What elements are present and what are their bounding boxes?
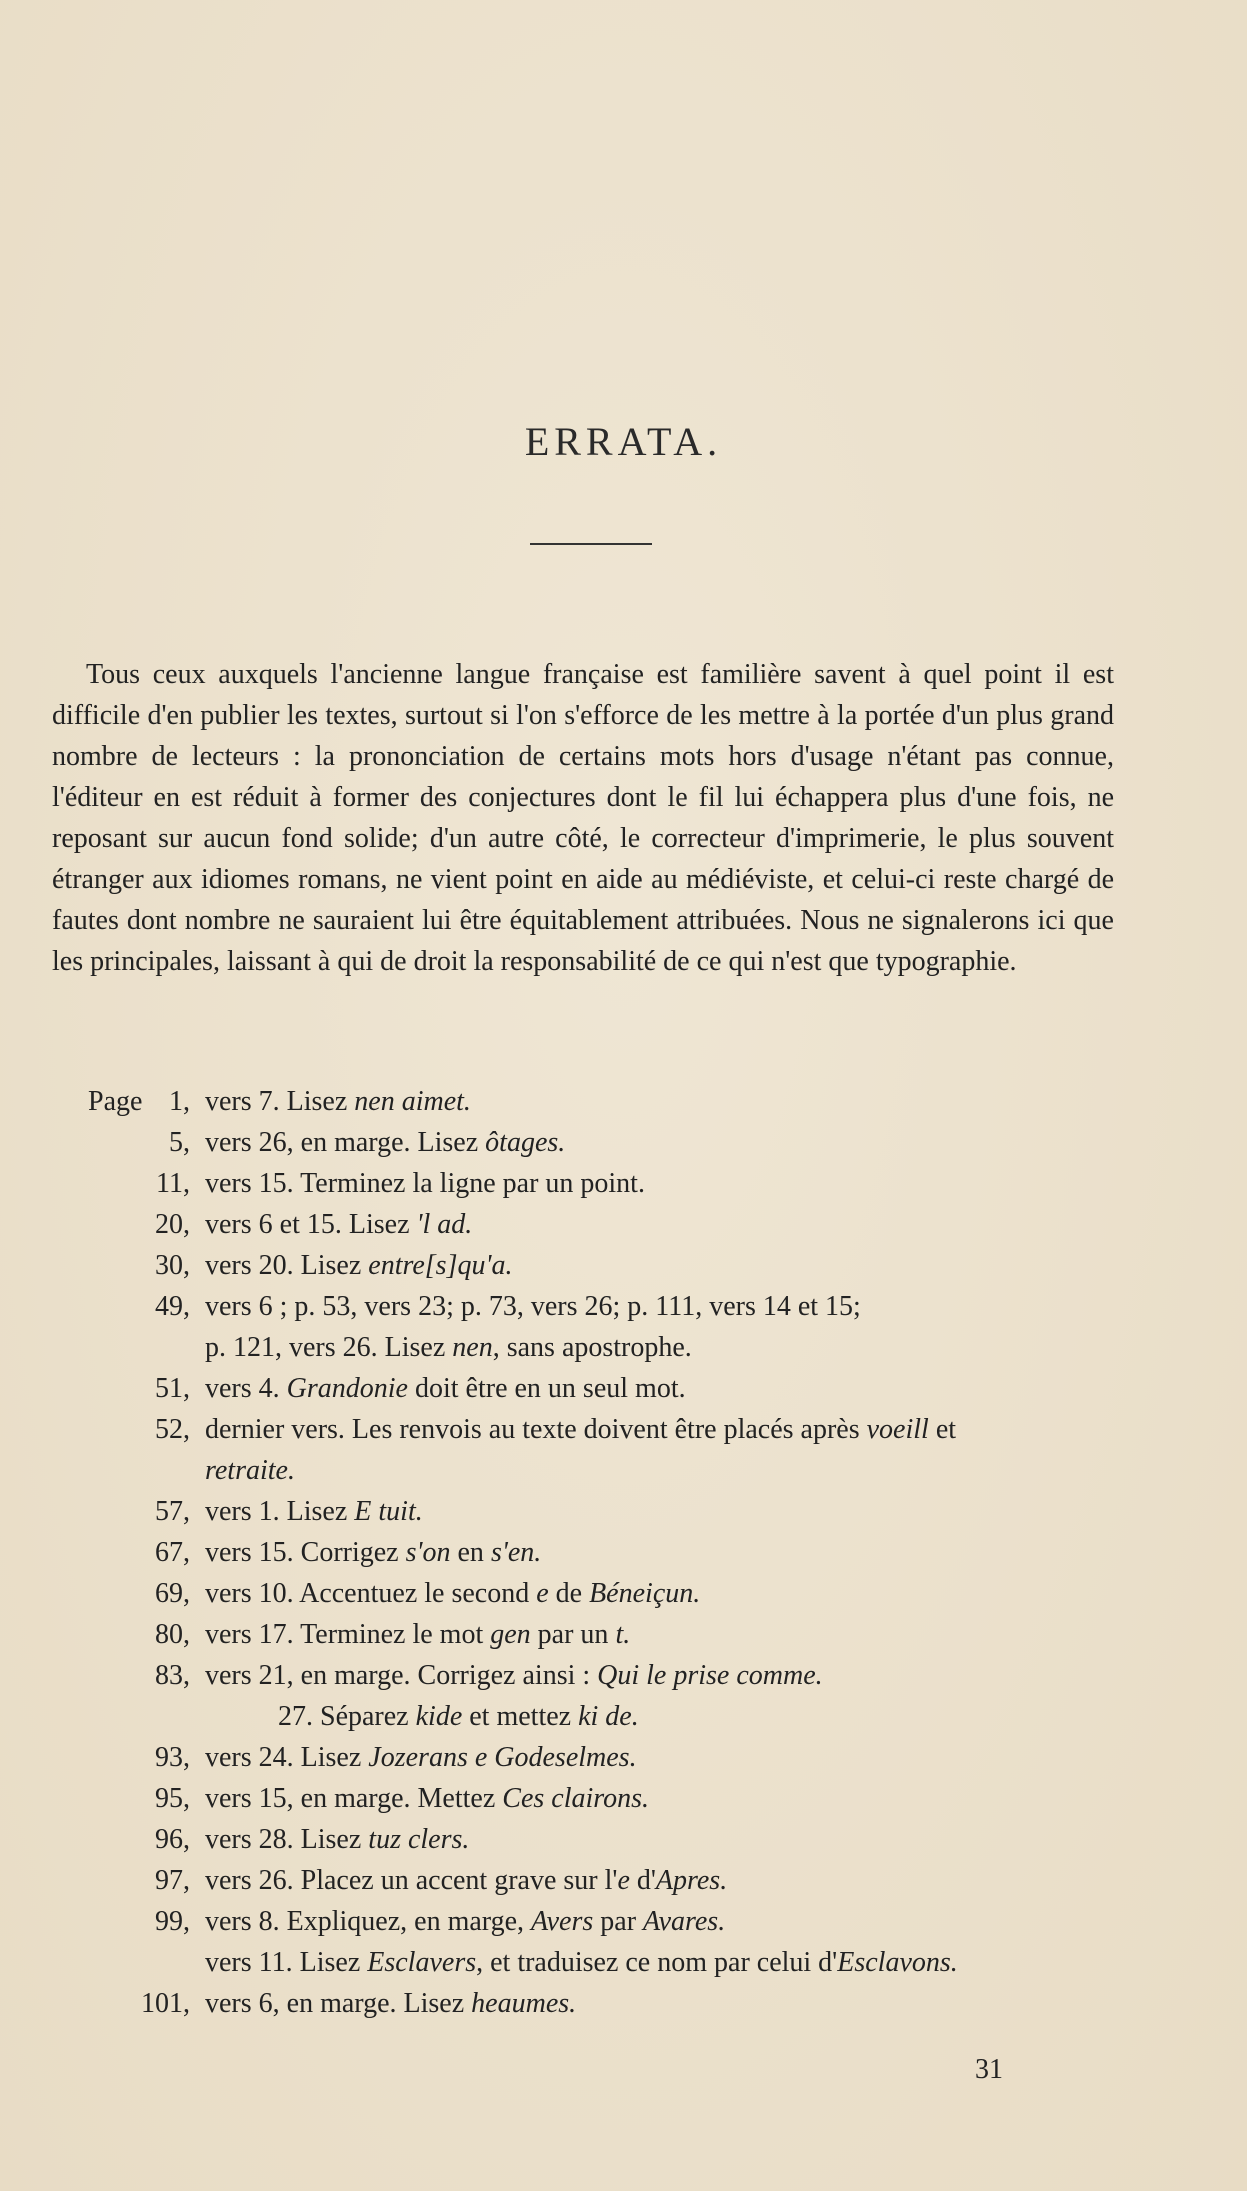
title-rule [530, 543, 652, 545]
errata-entry [0, 1532, 1247, 1573]
entry-text: vers 26, en marge. Lisez ôtages. [205, 1127, 566, 1158]
entry-page: 83, [155, 1660, 190, 1691]
errata-entry [0, 1163, 1247, 1204]
errata-entry [0, 1778, 1247, 1819]
errata-entry [0, 1819, 1247, 1860]
errata-entry [0, 1122, 1247, 1163]
entry-text: 27. Séparez kide et mettez ki de. [278, 1701, 639, 1732]
entry-page: 101, [141, 1988, 190, 2019]
entry-text: retraite. [205, 1455, 295, 1486]
entry-text: vers 4. Grandonie doit être en un seul mot. [205, 1373, 686, 1404]
entry-text: dernier vers. Les renvois au texte doivent être placés après voeill et [205, 1414, 957, 1445]
entry-page: 52, [155, 1414, 190, 1445]
entry-text: vers 24. Lisez Jozerans e Godeselmes. [205, 1742, 637, 1773]
entry-page: 49, [155, 1291, 190, 1322]
entry-text: vers 15, en marge. Mettez Ces clairons. [205, 1783, 650, 1814]
page-number: 31 [975, 2054, 1003, 2085]
entry-page: 57, [155, 1496, 190, 1527]
entry-text: vers 6 et 15. Lisez 'l ad. [205, 1209, 473, 1240]
entry-page: 20, [155, 1209, 190, 1240]
errata-entry [0, 1286, 1247, 1327]
entry-page: 96, [155, 1824, 190, 1855]
entry-page: 93, [155, 1742, 190, 1773]
entry-page: 80, [155, 1619, 190, 1650]
errata-entry [0, 1655, 1247, 1696]
entry-text: vers 15. Corrigez s'on en s'en. [205, 1537, 542, 1568]
errata-entry [0, 1204, 1247, 1245]
errata-entry-continued [0, 1942, 1247, 1983]
errata-entry-continued [0, 1450, 1247, 1491]
entry-text: vers 8. Expliquez, en marge, Avers par Avares. [205, 1906, 726, 1937]
errata-entry [0, 1983, 1247, 2024]
entry-page: 30, [155, 1250, 190, 1281]
entry-page: 5, [169, 1127, 190, 1158]
errata-entry-continued [0, 1327, 1247, 1368]
entry-text: p. 121, vers 26. Lisez nen, sans apostrophe. [205, 1332, 692, 1363]
errata-entry [0, 1409, 1247, 1450]
entry-text: vers 11. Lisez Esclavers, et traduisez ce nom par celui d'Esclavons. [205, 1947, 958, 1978]
entry-text: vers 1. Lisez E tuit. [205, 1496, 423, 1527]
entry-text: vers 17. Terminez le mot gen par un t. [205, 1619, 631, 1650]
errata-entry [0, 1860, 1247, 1901]
errata-entry [0, 1614, 1247, 1655]
page-title: ERRATA. [524, 419, 723, 464]
entry-page: 67, [155, 1537, 190, 1568]
errata-entry [0, 1081, 1247, 1122]
errata-entry [0, 1737, 1247, 1778]
errata-entry [0, 1901, 1247, 1942]
entry-page: 51, [155, 1373, 190, 1404]
entry-page: 69, [155, 1578, 190, 1609]
errata-list [0, 1081, 1247, 2024]
entry-page: 97, [155, 1865, 190, 1896]
entry-page: 99, [155, 1906, 190, 1937]
entry-text: vers 20. Lisez entre[s]qu'a. [205, 1250, 513, 1281]
intro-paragraph: Tous ceux auxquels l'ancienne langue française est familière savent à quel point il est difficile d'en publier les textes, surtout si l'on s'efforce de les mettre à la portée d'un plus grand nombre de lecteurs : la prononciation de certains mots hors d'usage n'étant pas connue, l'éditeur en est réduit à former des conjectures dont le fil lui échappera plus d'une fois, ne reposant sur aucun fond solide; d'un autre côté, le correcteur d'imprimerie, le plus souvent étranger aux idiomes romans, ne vient point en aide au médiéviste, et celui-ci reste chargé de fautes dont nombre ne sauraient lui être équitablement attribuées. Nous ne signalerons ici que les principales, laissant à qui de droit la responsabilité de ce qui n'est que typographie. [52, 659, 1114, 977]
errata-entry [0, 1245, 1247, 1286]
entry-page: 1, [169, 1086, 190, 1117]
entry-text: vers 15. Terminez la ligne par un point. [205, 1168, 645, 1199]
entry-text: vers 7. Lisez nen aimet. [205, 1086, 471, 1117]
page-label: Page [88, 1086, 143, 1117]
entry-text: vers 26. Placez un accent grave sur l'e d'Apres. [205, 1865, 728, 1896]
errata-entry-continued [0, 1696, 1247, 1737]
errata-entry [0, 1491, 1247, 1532]
entry-text: vers 10. Accentuez le second e de Béneiçun. [205, 1578, 701, 1609]
entry-text: vers 21, en marge. Corrigez ainsi : Qui le prise comme. [205, 1660, 823, 1691]
entry-page: 11, [156, 1168, 190, 1199]
errata-entry [0, 1573, 1247, 1614]
entry-page: 95, [155, 1783, 190, 1814]
errata-entry [0, 1368, 1247, 1409]
entry-text: vers 6, en marge. Lisez heaumes. [205, 1988, 577, 2019]
entry-text: vers 28. Lisez tuz clers. [205, 1824, 470, 1855]
entry-text: vers 6 ; p. 53, vers 23; p. 73, vers 26; p. 111, vers 14 et 15; [205, 1291, 861, 1322]
